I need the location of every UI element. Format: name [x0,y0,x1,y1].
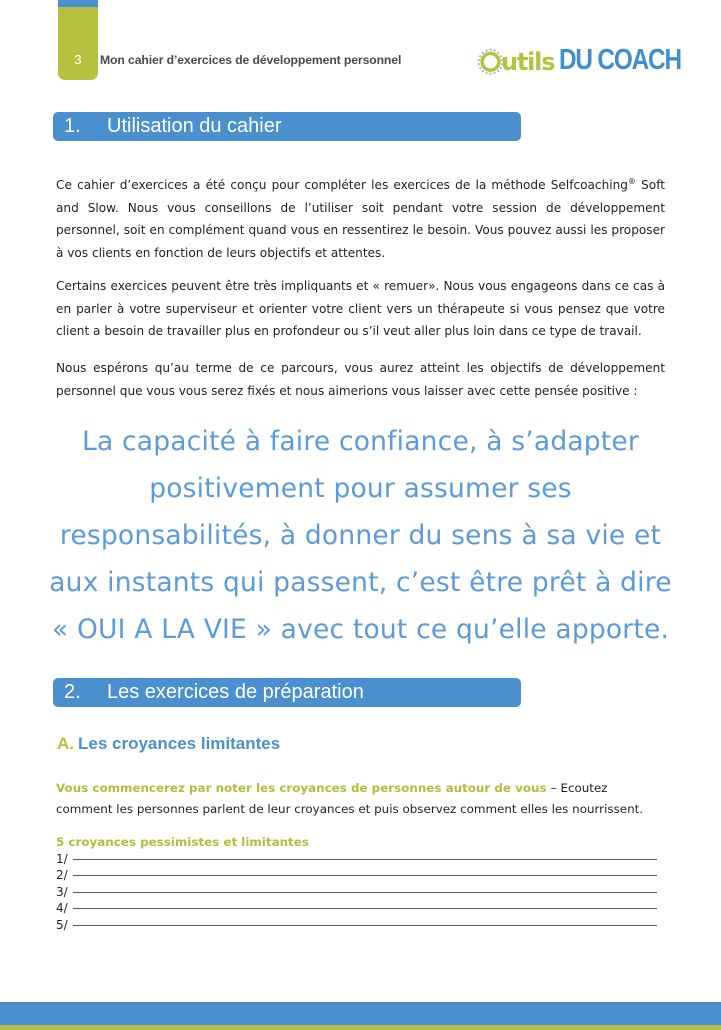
list-item[interactable] [56,901,665,917]
quote-line-1: La capacité à faire confiance, à s’adapter [81,426,639,457]
section-banner-2 [53,678,521,707]
brand-logo [477,45,704,77]
header-title: Mon cahier d’exercices de développement personnel [100,53,402,67]
write-in-line[interactable] [73,908,657,909]
instruction-rest: – Ecoutez comment les personnes parlent de leur croyances et puis observez comment elles les nourrissent. [56,781,644,816]
page-header [0,0,721,95]
blank-answer-list [56,852,665,934]
page-tab-accent-strip [58,0,98,7]
list-item-label: 5/ [56,917,68,932]
section-2-number: 2. [64,681,81,703]
list-item[interactable] [56,868,665,884]
subsection-heading [57,734,280,754]
write-in-line[interactable] [73,925,657,926]
write-in-line[interactable] [73,859,657,860]
list-item-label: 2/ [56,868,68,883]
section-1-number: 1. [64,115,81,137]
write-in-line[interactable] [73,875,657,876]
footer-bar-blue [0,1002,721,1025]
footer-bar-green [0,1025,721,1030]
blank-list-heading: 5 croyances pessimistes et limitantes [56,835,309,849]
logo-text-utils: utils [501,48,555,76]
quote-line-3: responsabilités, à donner du sens à sa vie et [59,520,662,551]
page-number: 3 [74,52,82,67]
paragraph-1-text-after-symbol: Soft and Slow. Nous vous conseillons de l’utiliser soit pendant votre session de développement personnel, soit en complément quand vous en ressentirez le besoin. Vous pouvez aussi les proposer à vos clients en fonction de leurs objectifs et attentes. [56,178,665,260]
quote-line-5: « OUI A LA VIE » avec tout ce qu’elle apporte. [51,614,670,645]
page-number-tab [58,0,98,80]
paragraph-3: Nous espérons qu’au terme de ce parcours, vous aurez atteint les objectifs de développement personnel que vous vous serez fixés et nous aimerions vous laisser avec cette pensée positive : [56,361,665,398]
instruction-highlight: Vous commencerez par noter les croyances de personnes autour de vous [56,781,551,795]
paragraph-2: Certains exercices peuvent être très impliquants et « remuer». Nous vous engageons dans ce cas à en parler à votre superviseur et orienter votre client vers un thérapeute si vous pensez que votre client a besoin de travailler plus en profondeur ou s’il veut aller plus loin dans ce type de travail. [56,279,665,338]
paragraph-1 [56,171,665,264]
list-item[interactable] [56,885,665,901]
section-1-title: Utilisation du cahier [107,115,282,137]
registered-mark: ® [627,177,636,186]
section-2-title: Les exercices de préparation [107,681,364,703]
list-item-label: 4/ [56,901,68,916]
list-item-label: 3/ [56,884,68,899]
gear-icon [477,48,504,75]
list-item[interactable] [56,918,665,934]
paragraph-1-text-before-symbol: Ce cahier d’exercices a été conçu pour compléter les exercices de la méthode Selfcoaching [56,178,628,193]
quote-line-2: positivement pour assumer ses [149,473,572,504]
subsection-letter: A. [57,734,74,753]
list-item-label: 1/ [56,852,68,866]
quote-line-4: aux instants qui passent, c’est être prêt à dire [49,567,672,598]
write-in-line[interactable] [73,892,657,893]
section-banner-1 [53,112,521,141]
exercise-instruction [56,778,665,820]
subsection-title: Les croyances limitantes [78,734,281,753]
list-item[interactable] [56,852,665,868]
logo-text-ducoach: DU COACH [559,43,682,76]
inspirational-quote [48,418,673,653]
